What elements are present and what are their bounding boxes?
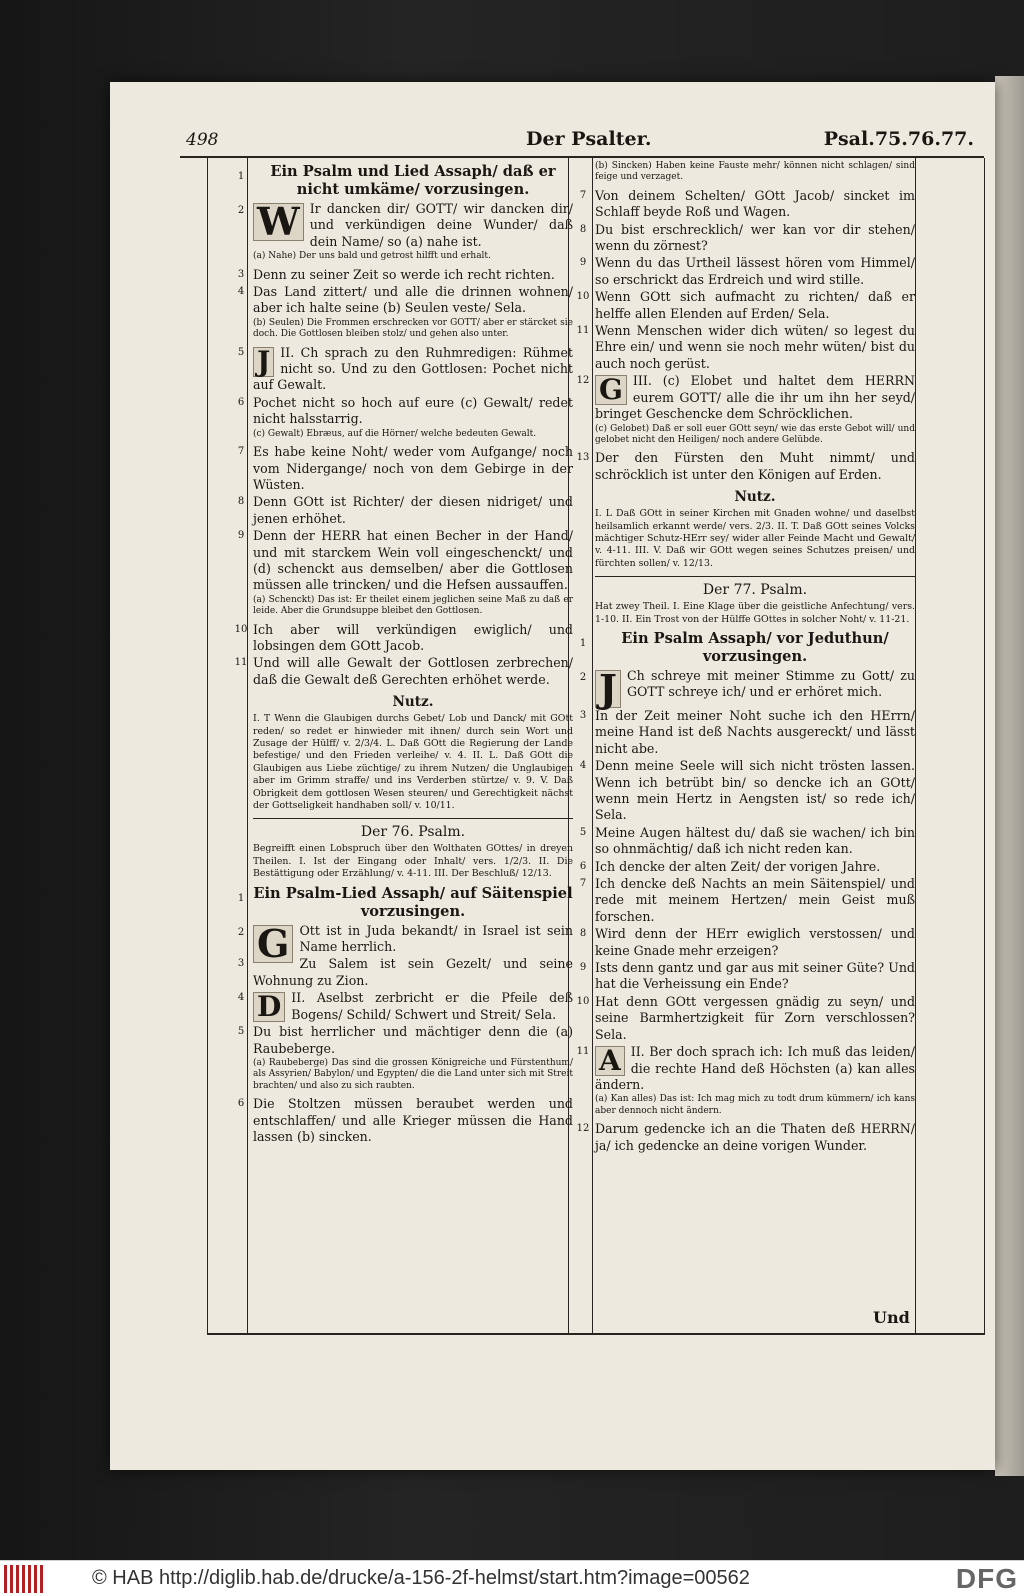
- verse-text: Ich aber will verkündigen ewiglich/ und lobsingen dem GOtt Jacob.: [253, 621, 573, 653]
- bottom-rule: [207, 1333, 985, 1335]
- verse-text: Pochet nicht so hoch auf eure (c) Gewalt/ redet nicht halsstarrig.: [253, 394, 573, 427]
- verse-text: Das Land zittert/ und alle die drinnen wohnen/ aber ich halte seine (b) Seulen veste/ Sela.: [253, 284, 573, 316]
- verse-number: 13: [576, 452, 590, 464]
- center-rule-right: [592, 158, 593, 1333]
- psalm-summary: Begreifft einen Lobspruch über den Wolthaten GOttes/ in dreyen Theilen. I. Ist der Eingang oder Inhalt/ vers. 1/2/3. II. Die Bestättigung oder Erzählung/ v. 4-11. III. Der Beschluß/ 12/13.: [253, 843, 573, 880]
- verse-text: Ich dencke deß Nachts an mein Säitenspiel/ und rede mit meinem Hertzen/ mein Geist muß forschen.: [595, 876, 915, 924]
- psalm-77-heading: Ein Psalm Assaph/ vor Jeduthun/ vorzusingen.: [621, 629, 889, 665]
- verse: [237, 394, 573, 428]
- verse-text: Und will alle Gewalt der Gottlosen zerbrechen/ daß die Gewalt deß Gerechten erhöhet werde.: [253, 655, 573, 687]
- verse-number: 5: [237, 346, 245, 358]
- footnote: (c) Gelobet) Daß er soll euer GOtt seyn/ wie das erste Gebot will/ und gelobet nicht den Heiligen/ noch andere Gelübde.: [595, 423, 915, 445]
- verse-number: 6: [237, 1098, 245, 1110]
- verse-text: Die Stoltzen müssen beraubet werden und entschlaffen/ und alle Krieger müssen die Hand lassen (b) sincken.: [253, 1096, 573, 1144]
- verse-text: Es habe keine Noht/ weder vom Aufgange/ noch vom Nidergange/ noch von dem Gebirge in der Wüsten.: [253, 444, 573, 492]
- verse: [576, 993, 915, 1043]
- verse-number: 9: [579, 962, 587, 974]
- verse: [237, 956, 573, 989]
- verse: [579, 960, 915, 993]
- verse-text: Ir dancken dir/ GOTT/ wir dancken dir/ und verkündigen deine Wunder/ daß dein Name/ so (a) nahe ist.: [309, 201, 573, 249]
- decorated-initial: J: [595, 670, 621, 708]
- verse-number: 10: [576, 291, 590, 303]
- left-margin-rule: [247, 158, 248, 1333]
- verse: [579, 221, 915, 255]
- verse-text: Ott ist in Juda bekandt/ in Israel ist sein Name herrlich.: [299, 922, 573, 955]
- psalm-summary: Hat zwey Theil. I. Eine Klage über die geistliche Anfechtung/ vers. 1-10. II. Ein Trost von der Hülffe GOttes in solcher Noht/ v. 11-21.: [595, 601, 915, 625]
- verse-number: 11: [234, 657, 248, 669]
- verse-number: 4: [579, 760, 587, 772]
- verse-number: 7: [237, 446, 245, 458]
- dfg-logo: DFG: [955, 1563, 1018, 1594]
- verse-number: 2: [237, 205, 245, 216]
- verse: [237, 344, 573, 394]
- verse-number: 3: [579, 709, 587, 721]
- verse-number: 8: [579, 223, 587, 235]
- verse: [237, 990, 573, 1024]
- verse-text: Von deinem Schelten/ GOtt Jacob/ sincket im Schlaff beyde Roß und Wagen.: [595, 187, 915, 220]
- verse-text: II. Ber doch sprach ich: Ich muß das leiden/ die rechte Hand deß Höchsten (a) kan alles ändern.: [595, 1044, 915, 1092]
- verse-number: 3: [237, 268, 245, 280]
- verse: [576, 323, 915, 372]
- verse-text: Wenn du das Urtheil lässest hören vom Himmel/ so erschrickt das Erdreich und wird stille.: [595, 255, 915, 287]
- verse-number: 8: [579, 928, 587, 940]
- verse-number: 6: [237, 396, 245, 408]
- verse-text: II. Ch sprach zu den Ruhmredigen: Rühmet nicht so. Und zu den Gottlosen: Pochet nicht auf Gewalt.: [253, 344, 573, 393]
- verse-number: 9: [579, 257, 587, 269]
- verse: [576, 1044, 915, 1093]
- footnote: (a) Schenckt) Das ist: Er theilet einem jeglichen seine Maß zu daß er leide. Aber die Grundsuppe bleibet den Gottlosen.: [253, 594, 573, 617]
- verse-text: Du bist herrlicher und mächtiger denn die (a) Raubeberge.: [253, 1024, 573, 1056]
- verse-text: II. Aselbst zerbricht er die Pfeile deß Bogens/ Schild/ Schwert und Streit/ Sela.: [291, 990, 573, 1022]
- verse-text: Wird denn der HErr ewiglich verstossen/ und keine Gnade mehr erzeigen?: [595, 926, 915, 958]
- section-divider: [595, 576, 915, 577]
- verse-number: 7: [579, 878, 587, 890]
- verse-text: Denn GOtt ist Richter/ der diesen nidriget/ und jenen erhöhet.: [253, 494, 573, 526]
- verse-text: Du bist erschrecklich/ wer kan vor dir stehen/ wenn du zörnest?: [595, 221, 915, 254]
- left-column: [234, 160, 573, 1146]
- verse-number: 12: [576, 1123, 590, 1135]
- verse: [234, 655, 573, 688]
- footnote: (c) Gewalt) Ebræus, auf die Hörner/ welche bedeuten Gewalt.: [253, 428, 537, 439]
- verse-text: Der den Fürsten den Muht nimmt/ und schröcklich ist unter den Königen auf Erden.: [595, 450, 915, 482]
- verse: [579, 255, 915, 288]
- verse-number: 11: [576, 325, 590, 337]
- verse: [579, 858, 915, 875]
- psalm-76-heading: Ein Psalm-Lied Assaph/ auf Säitenspiel vorzusingen.: [253, 884, 573, 920]
- verse: [234, 621, 573, 655]
- catchword: Und: [873, 1308, 910, 1327]
- psalm-reference: Psal.75.76.77.: [823, 128, 974, 150]
- footer-bar: [0, 1560, 1024, 1596]
- verse-number: 11: [576, 1046, 590, 1058]
- verse-number: 9: [237, 530, 245, 542]
- verse-text: Zu Salem ist sein Gezelt/ und seine Wohnung zu Zion.: [253, 956, 573, 988]
- verse-text: III. (c) Elobet und haltet dem HERRN eurem GOTT/ alle die ihr um ihn her seyd/ bringet Geschencke dem Schröcklichen.: [595, 373, 915, 422]
- verse: [237, 199, 573, 250]
- right-margin-rule: [915, 158, 916, 1333]
- verse-text: Wenn Menschen wider dich wüten/ so legest du Ehre ein/ und wenn sie noch mehr wüten/ bist du auch noch gerüst.: [595, 323, 915, 371]
- verse-text: Ists denn gantz und gar aus mit seiner Güte? Und hat die Verheissung ein Ende?: [595, 960, 915, 992]
- verse-text: Denn zu seiner Zeit so werde ich recht richten.: [253, 266, 555, 282]
- verse: [579, 758, 915, 824]
- verse: [237, 444, 573, 493]
- verse-text: Darum gedencke ich an die Thaten deß HERRN/ ja/ ich gedencke an deine vorigen Wunder.: [595, 1121, 915, 1153]
- footnote: (a) Kan alles) Das ist: Ich mag mich zu todt drum kümmern/ ich kans aber dennoch nicht ändern.: [595, 1094, 915, 1116]
- decorated-initial: G: [595, 375, 627, 405]
- running-title: Der Psalter.: [526, 128, 652, 150]
- verse: [237, 494, 573, 527]
- verse-text: In der Zeit meiner Noht suche ich den HErrn/ meine Hand ist deß Nachts ausgereckt/ und lässt nicht abe.: [595, 707, 915, 756]
- psalm-75-heading: Ein Psalm und Lied Assaph/ daß er nicht umkäme/ vorzusingen.: [270, 163, 556, 198]
- verse-text: Wenn GOtt sich aufmacht zu richten/ daß er helffe allen Elenden auf Erden/ Sela.: [595, 289, 915, 321]
- next-page-edge: [995, 76, 1024, 1476]
- decorated-initial: D: [253, 992, 285, 1022]
- verse-number: 4: [237, 286, 245, 298]
- verse-number: 1: [237, 892, 245, 904]
- nutz-text: I. L Daß GOtt in seiner Kirchen mit Gnaden wohne/ und daselbst heilsamlich erkannt werde/ vers. 2/3. II. T. Daß GOtt seines Volcks mächtiger Schutz-HErr sey/ wider aller Feinde Macht und Gewalt/ v. 4-11. III. V. Daß wir GOtt wegen seines Schutzes preisen/ und fürchten sollen/ v. 12/13.: [595, 508, 915, 569]
- verse: [579, 926, 915, 959]
- verse: [579, 876, 915, 925]
- right-column: [576, 160, 915, 1155]
- footnote: (a) Raubeberge) Das sind die grossen Königreiche und Fürstenthum/ als Assyrien/ Babylon/ und Egypten/ die die Land unter sich mit Streit brachten/ und also zu sich raubten.: [253, 1057, 573, 1091]
- verse: [237, 284, 573, 317]
- verse-number: 7: [579, 189, 587, 201]
- footnote: (a) Nahe) Der uns bald und getrost hilfft und erhalt.: [253, 251, 491, 262]
- verse: [237, 1024, 573, 1057]
- verse-number: 6: [579, 860, 587, 872]
- verse: [237, 528, 573, 594]
- footnote: (b) Sincken) Haben keine Fauste mehr/ können nicht schlagen/ sind feige und verzaget.: [595, 161, 915, 183]
- verse: [579, 824, 915, 858]
- verse: [576, 450, 915, 483]
- verse: [576, 373, 915, 422]
- verse-text: Ch schreye mit meiner Stimme zu Gott/ zu GOTT schreye ich/ und er erhöret mich.: [626, 667, 915, 700]
- section-divider: [253, 818, 573, 819]
- verse-number: 4: [237, 992, 245, 1004]
- verse-number: 12: [576, 375, 590, 387]
- verse-text: Meine Augen hältest du/ daß sie wachen/ ich bin so ohnmächtig/ daß ich nicht reden kan.: [595, 824, 915, 857]
- verse-text: Ich dencke der alten Zeit/ der vorigen Jahre.: [595, 858, 881, 874]
- verse: [576, 289, 915, 322]
- nutz-heading: Nutz.: [392, 694, 434, 711]
- book-page: [110, 82, 995, 1470]
- verse: [576, 1121, 915, 1154]
- verse: [237, 920, 573, 966]
- verse-number: 3: [237, 958, 245, 970]
- hab-logo-icon: [4, 1565, 46, 1593]
- verse: [579, 665, 915, 711]
- nutz-heading: Nutz.: [734, 489, 776, 506]
- psalm-76-title: Der 76. Psalm.: [360, 824, 466, 841]
- verse-number: 2: [237, 926, 245, 938]
- verse-number: 5: [579, 826, 587, 838]
- decorated-initial: W: [253, 203, 304, 241]
- verse: [237, 1096, 573, 1145]
- verse-number: 1: [237, 171, 245, 182]
- verse-number: 10: [234, 623, 248, 635]
- psalm-77-title: Der 77. Psalm.: [702, 582, 808, 599]
- verse-text: Hat denn GOtt vergessen gnädig zu seyn/ und seine Barmhertzigkeit für Zorn verschlossen? Sela.: [595, 993, 915, 1042]
- verse-number: 2: [579, 671, 587, 683]
- verse-number: 1: [579, 637, 587, 649]
- verse: [579, 707, 915, 757]
- verse: [579, 187, 915, 221]
- verse: [237, 266, 573, 283]
- footer-source-link[interactable]: © HAB http://diglib.hab.de/drucke/a-156-2f-helmst/start.htm?image=00562: [92, 1567, 750, 1589]
- verse-number: 8: [237, 496, 245, 508]
- verse-text: Denn meine Seele will sich nicht trösten lassen. Wenn ich betrübt bin/ so dencke ich an GOtt/ wenn mein Hertz in Aengsten ist/ so rede ich/ Sela.: [595, 758, 915, 823]
- decorated-initial: J: [253, 347, 274, 377]
- verse-text: Denn der HERR hat einen Becher in der Hand/ und mit starckem Wein voll eingeschenckt/ und (d) schenckt aus demselben/ aber die Gottlosen müssen alle trincken/ und die Hefsen aussauffen.: [253, 528, 573, 593]
- nutz-text: I. T Wenn die Glaubigen durchs Gebet/ Lob und Danck/ mit GOtt reden/ so redet er hinwieder mit ihnen/ durch sein Wort und Zusage der Hülff/ v. 2/3/4. L. Daß GOtt die Regierung der Lande befestige/ und den Frieden verleihe/ v. 4. II. L. Daß GOtt die Glaubigen aus Liebe züchtige/ zu ihrem Nutzen/ die Unglaubigen aber im Grimm straffe/ und ins Verderben stürtze/ v. 9. V. Daß Obrigkeit dem gottlosen Wesen steuren/ und Gerechtigkeit nächst der Gottseligkeit handhaben soll/ v. 10/11.: [253, 713, 573, 812]
- decorated-initial: G: [253, 925, 293, 963]
- verse-number: 5: [237, 1026, 245, 1038]
- footnote: (b) Seulen) Die Frommen erschrecken vor GOTT/ aber er stärcket sie doch. Die Gottlosen bleiben stolz/ und gehen also unter.: [253, 317, 573, 340]
- page-header: [186, 128, 982, 154]
- page-number: 498: [186, 130, 219, 150]
- verse-number: 10: [576, 995, 590, 1007]
- decorated-initial: A: [595, 1046, 625, 1076]
